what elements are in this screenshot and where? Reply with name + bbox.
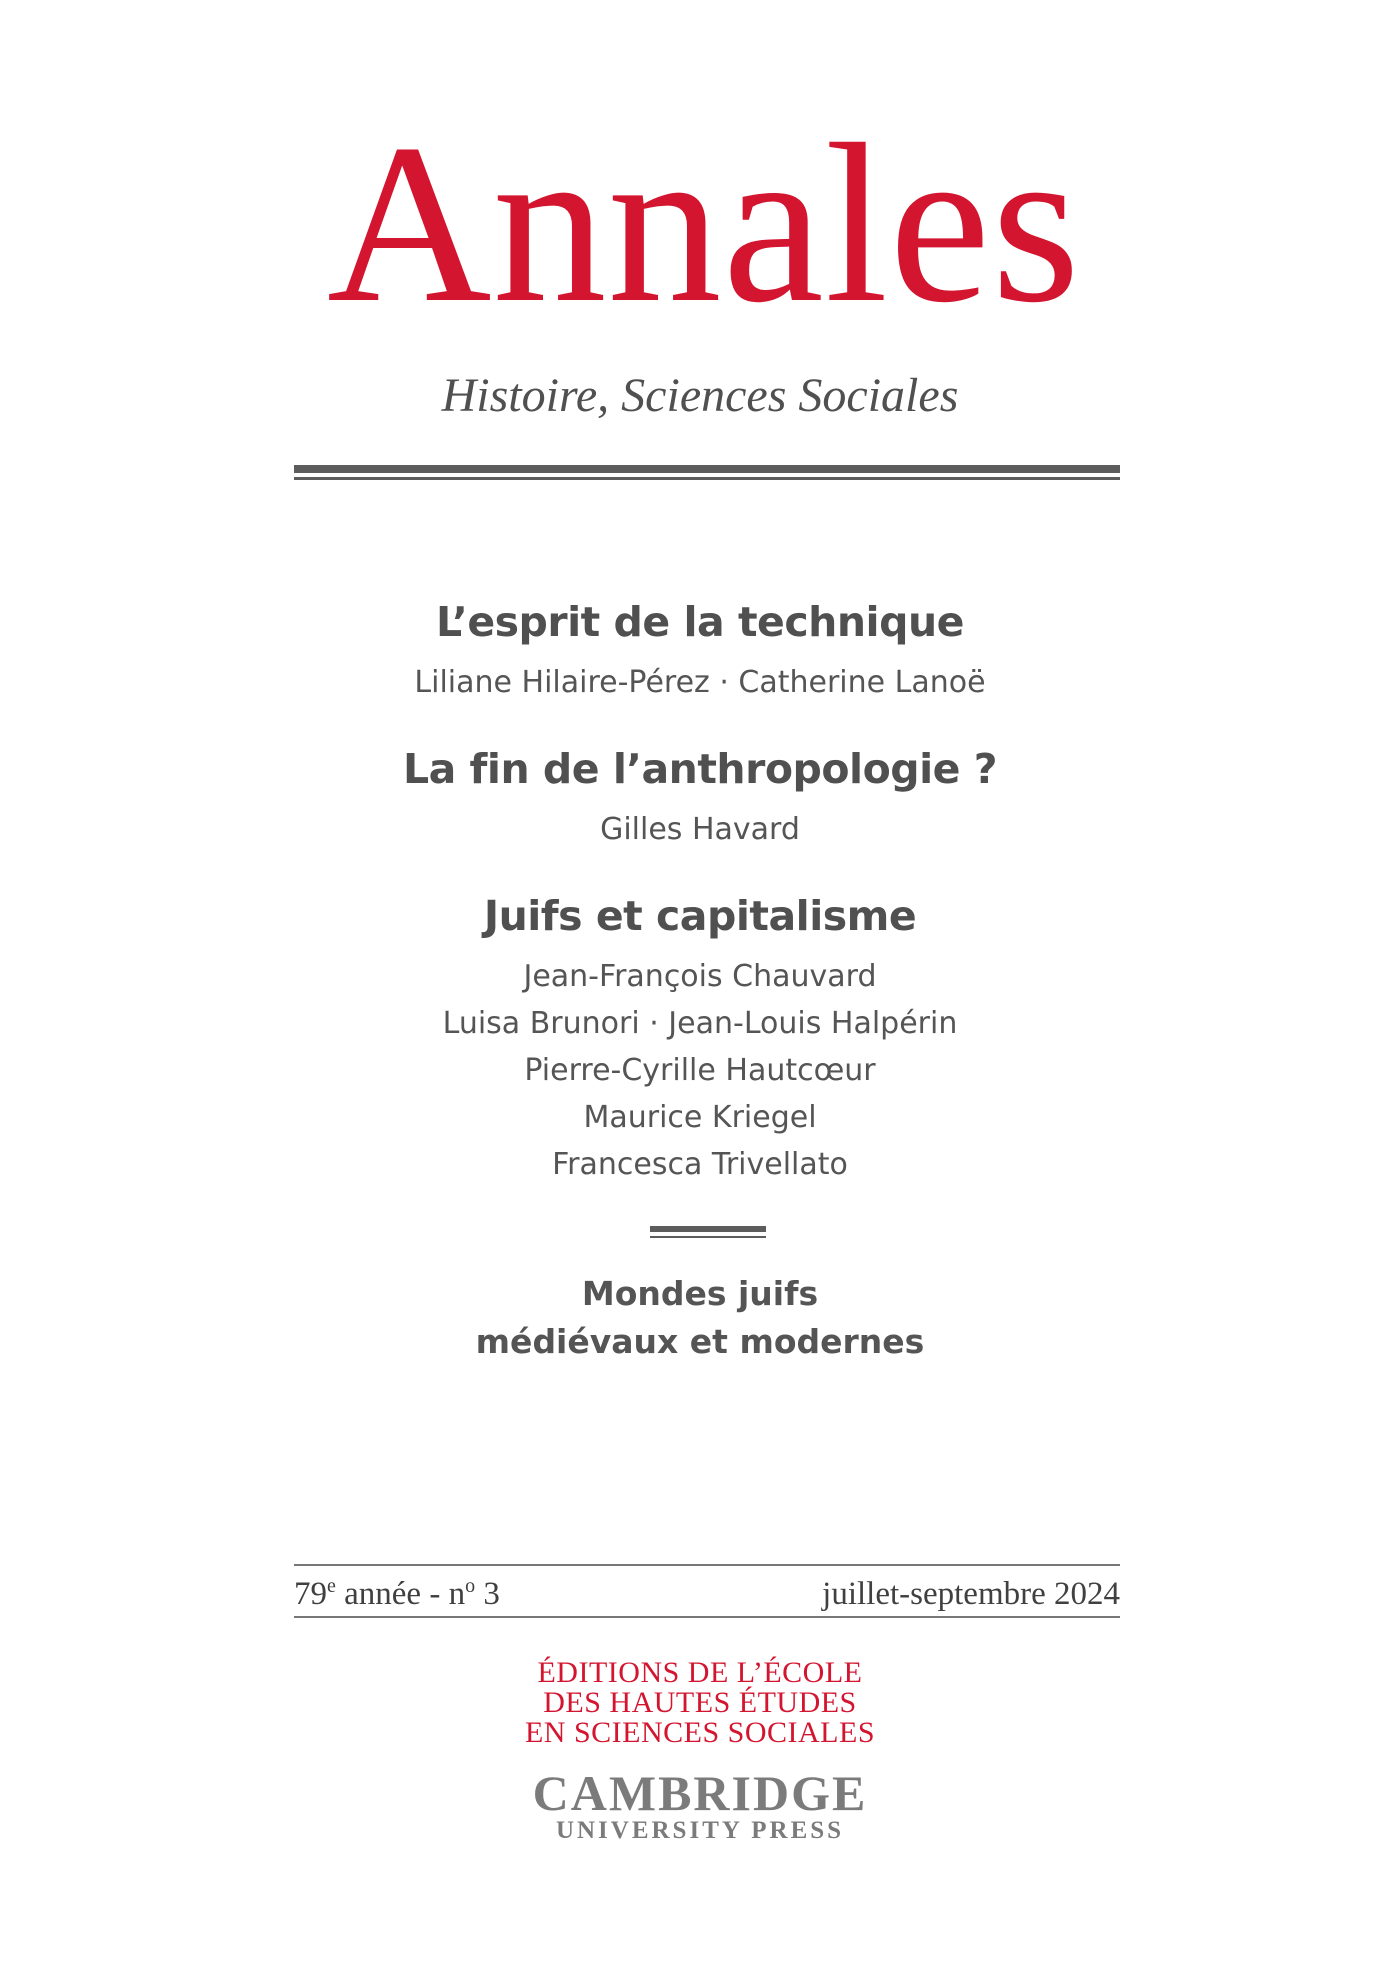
section-divider-thick	[650, 1226, 766, 1232]
article-authors-technique: Liliane Hilaire-Pérez · Catherine Lanoë	[414, 665, 986, 700]
article-author: Jean-François Chauvard	[523, 959, 877, 994]
dossier-title-line1: Mondes juifs	[581, 1274, 819, 1313]
article-author: Francesca Trivellato	[552, 1147, 848, 1182]
dossier-title-line2: médiévaux et modernes	[475, 1322, 925, 1361]
article-title-technique: L’esprit de la technique	[436, 598, 964, 646]
article-title-juifs-capitalisme: Juifs et capitalisme	[483, 892, 917, 940]
section-divider-thin	[650, 1236, 766, 1238]
cambridge-logo-line1: CAMBRIDGE	[532, 1765, 868, 1821]
ehess-publisher-line2: DES HAUTES ÉTUDES	[543, 1686, 857, 1719]
ehess-publisher-line3: EN SCIENCES SOCIALES	[524, 1716, 876, 1749]
header-rule-thin	[294, 477, 1120, 480]
article-authors-anthropologie: Gilles Havard	[600, 812, 800, 847]
issue-rule-bottom	[294, 1616, 1120, 1618]
issue-info	[294, 1575, 1120, 1612]
issue-period: juillet-septembre 2024	[822, 1576, 1120, 1612]
ehess-publisher-line1: ÉDITIONS DE L’ÉCOLE	[537, 1656, 863, 1689]
issue-rule-top	[294, 1564, 1120, 1566]
article-author: Luisa Brunori · Jean-Louis Halpérin	[442, 1006, 958, 1041]
journal-subtitle: Histoire, Sciences Sociales	[441, 369, 959, 422]
article-title-anthropologie: La fin de l’anthropologie ?	[402, 745, 997, 793]
header-rule-thick	[294, 465, 1120, 473]
cambridge-logo-line2: UNIVERSITY PRESS	[555, 1817, 845, 1844]
article-author: Pierre-Cyrille Hautcœur	[524, 1053, 876, 1088]
journal-title: Annales	[326, 98, 1082, 350]
article-author: Maurice Kriegel	[583, 1100, 817, 1135]
issue-volume-number: 79e année - $n^o$ 3	[294, 1575, 500, 1612]
